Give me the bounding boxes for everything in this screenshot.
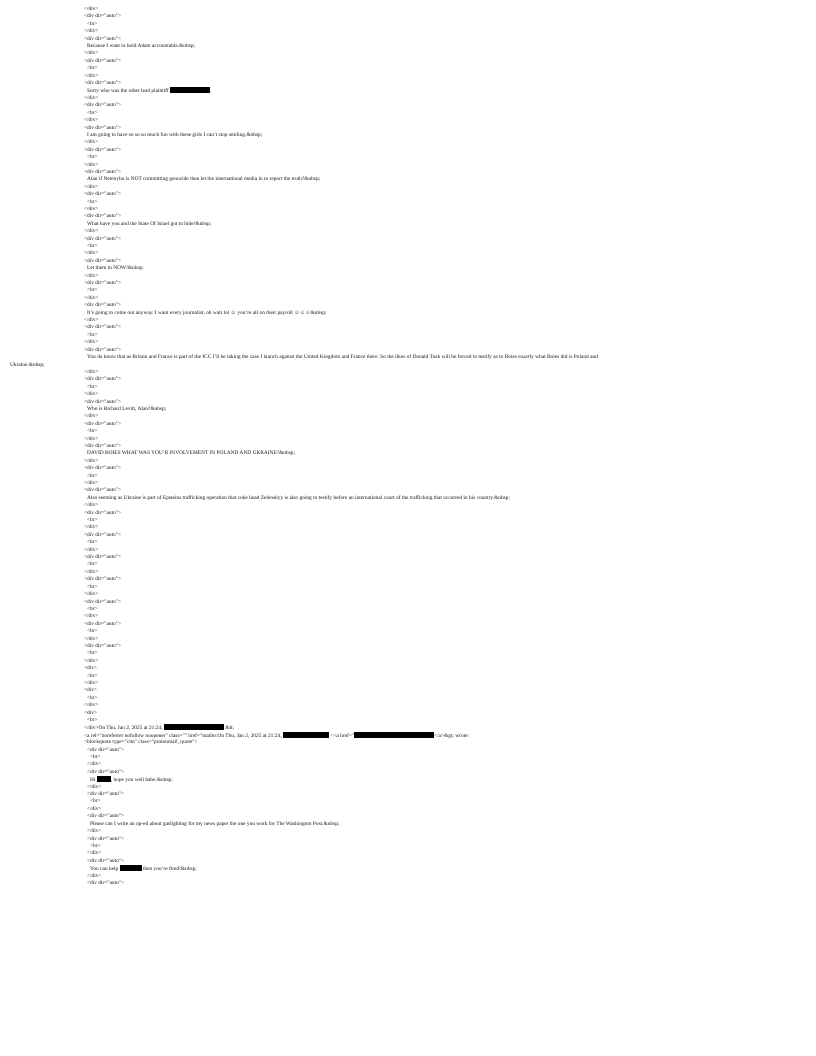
source-line-text: <br> bbox=[87, 154, 98, 161]
source-line bbox=[0, 376, 816, 383]
source-line bbox=[0, 747, 816, 754]
source-line-text: <div dir="auto"> bbox=[84, 442, 122, 449]
source-line bbox=[0, 102, 816, 109]
source-line-text: <div dir="auto"> bbox=[84, 576, 122, 583]
source-line bbox=[0, 858, 816, 865]
source-line-text: </div> bbox=[84, 339, 99, 346]
source-line bbox=[0, 436, 816, 443]
source-line bbox=[0, 243, 816, 250]
source-line-text: </div> bbox=[84, 6, 99, 12]
source-line bbox=[0, 680, 816, 687]
source-line bbox=[0, 665, 816, 672]
source-line bbox=[0, 473, 816, 480]
source-line-text: You do know that as Britain and France is part of the ICC I’ll be taking the case I launch against the United Kingdom and France there. So the likes of Donald Tusk will be forced to testify as to Boies exactly what Boies did is Poland and bbox=[87, 354, 598, 361]
source-line bbox=[0, 539, 816, 546]
source-line bbox=[0, 806, 816, 813]
source-line bbox=[0, 636, 816, 643]
source-line bbox=[0, 413, 816, 420]
source-line bbox=[0, 36, 816, 43]
source-line-text: <div dir="auto"> bbox=[84, 280, 122, 287]
source-line bbox=[0, 865, 816, 872]
source-line-text: <div dir="auto"> bbox=[84, 57, 122, 64]
source-line-text: <br> bbox=[90, 798, 101, 805]
source-line-text: <div dir="auto"> bbox=[84, 531, 122, 538]
source-line-text: </div> bbox=[87, 850, 102, 857]
source-line-text: <div dir="auto"> bbox=[84, 35, 122, 42]
source-line bbox=[0, 761, 816, 768]
source-line bbox=[0, 65, 816, 72]
source-line-text: </div> bbox=[84, 568, 99, 575]
source-line bbox=[0, 6, 816, 13]
source-line bbox=[0, 613, 816, 620]
source-line bbox=[0, 265, 816, 272]
source-line bbox=[0, 784, 816, 791]
source-line-text: <div dir="auto"> bbox=[84, 376, 122, 383]
source-line-text: <div dir="auto"> bbox=[84, 554, 122, 561]
source-line bbox=[0, 310, 816, 317]
source-line bbox=[0, 599, 816, 606]
source-line-text: <div dir="auto"> bbox=[84, 642, 122, 649]
source-line bbox=[0, 228, 816, 235]
source-line-text: Also seeming as Ukraine is part of Epsteins trafficking operation that coke head Zelenskyy is also going to testify before an international court of the trafficking that occurred in his country.&nbsp; bbox=[87, 494, 510, 501]
source-line-text: <br> bbox=[87, 472, 98, 479]
source-line bbox=[0, 406, 816, 413]
source-line-text: </div> bbox=[84, 591, 99, 598]
redaction-bar bbox=[354, 732, 434, 738]
source-line bbox=[0, 280, 816, 287]
source-line-text: </div> bbox=[84, 391, 99, 398]
source-line-text: Who is Richard Levitt, Alan?&nbsp; bbox=[87, 405, 167, 412]
source-line-text: <div dir="auto"> bbox=[84, 487, 122, 494]
source-line bbox=[0, 724, 816, 731]
source-line-text: <div dir="auto"> bbox=[84, 420, 122, 427]
source-line bbox=[0, 117, 816, 124]
source-line-text: <br> bbox=[87, 109, 98, 116]
source-line-text: <br> bbox=[87, 517, 98, 524]
source-line-text: </div> bbox=[84, 702, 99, 709]
source-line-text: <div> bbox=[84, 665, 97, 672]
source-line bbox=[0, 821, 816, 828]
source-line bbox=[0, 547, 816, 554]
source-line bbox=[0, 354, 816, 361]
source-line-text: <br> bbox=[90, 842, 101, 849]
source-line-text: <br> bbox=[87, 583, 98, 590]
source-line-text: <br> bbox=[87, 20, 98, 27]
source-line-text: <div> bbox=[84, 687, 97, 694]
source-line bbox=[0, 28, 816, 35]
source-line-text: <div dir="auto"> bbox=[84, 124, 122, 131]
source-line bbox=[0, 332, 816, 339]
source-line-text: </div> bbox=[87, 783, 102, 790]
source-line bbox=[0, 791, 816, 798]
source-line bbox=[0, 206, 816, 213]
source-line bbox=[0, 487, 816, 494]
source-line-text: <div dir="auto"> bbox=[87, 746, 125, 753]
source-line bbox=[0, 650, 816, 657]
redaction-bar bbox=[170, 87, 210, 93]
source-line bbox=[0, 828, 816, 835]
source-line-text: DAVID BOIES WHAT WAS YOU’R INVOLVEMENT IN POLAND AND UKRAINE?&nbsp; bbox=[87, 450, 295, 457]
source-line-text: I am going to have so so so much fun with these girls I can’t stop smiling.&nbsp; bbox=[87, 131, 263, 138]
source-line-text-after-redaction: , hope you well babe.&nbsp; bbox=[110, 777, 173, 784]
source-line-text: Alan if Netenyhu is NOT committing genocide then let the international media in to report the truth?&nbsp; bbox=[87, 176, 321, 183]
source-line bbox=[0, 13, 816, 20]
source-line bbox=[0, 317, 816, 324]
source-line-text: <div dir="auto"> bbox=[84, 213, 122, 220]
source-line bbox=[0, 384, 816, 391]
redaction-bar bbox=[120, 865, 142, 871]
source-line-text: <div dir="auto"> bbox=[84, 191, 122, 198]
source-line bbox=[0, 502, 816, 509]
source-line bbox=[0, 132, 816, 139]
source-line-text: </div> bbox=[84, 657, 99, 664]
source-line-text: </div> bbox=[84, 413, 99, 420]
source-line-text: <div dir="auto"> bbox=[84, 13, 122, 20]
source-line-text: <div dir="auto"> bbox=[84, 465, 122, 472]
source-line-text: </div> bbox=[87, 805, 102, 812]
source-line bbox=[0, 710, 816, 717]
source-line-text: <div dir="auto"> bbox=[84, 346, 122, 353]
source-line-text: Let them in NOW!&nbsp; bbox=[87, 265, 144, 272]
source-line-text-after-redaction: . bbox=[210, 88, 212, 95]
source-line-text: </div> bbox=[84, 272, 99, 279]
source-line bbox=[0, 125, 816, 132]
redaction-bar bbox=[97, 776, 111, 782]
source-line-text: </div> bbox=[84, 205, 99, 212]
source-line-text: </div> bbox=[84, 50, 99, 57]
source-line bbox=[0, 739, 816, 746]
source-line-text: <br> bbox=[87, 539, 98, 546]
source-line bbox=[0, 702, 816, 709]
source-line bbox=[0, 532, 816, 539]
source-line bbox=[0, 95, 816, 102]
source-line bbox=[0, 139, 816, 146]
source-line bbox=[0, 495, 816, 502]
source-line-text: <br> bbox=[87, 383, 98, 390]
source-line bbox=[0, 58, 816, 65]
source-line-text: </div> bbox=[84, 117, 99, 124]
source-line-text: What have you and the State Of Israel got to hide!&nbsp; bbox=[87, 220, 212, 227]
source-line-text: Ukraine.&nbsp; bbox=[10, 361, 45, 368]
source-line bbox=[0, 769, 816, 776]
html-source-document bbox=[0, 6, 816, 887]
source-line bbox=[0, 324, 816, 331]
source-line-text: <br> bbox=[90, 754, 101, 761]
source-line-text: </div> bbox=[84, 161, 99, 168]
source-line-text: </div> bbox=[87, 761, 102, 768]
source-line bbox=[0, 776, 816, 783]
source-line-text: <div dir="auto"> bbox=[84, 302, 122, 309]
source-line bbox=[0, 798, 816, 805]
source-line bbox=[0, 191, 816, 198]
source-line bbox=[0, 347, 816, 354]
source-line-text: <div dir="auto"> bbox=[84, 146, 122, 153]
source-line bbox=[0, 21, 816, 28]
source-line-text: </div> bbox=[84, 28, 99, 35]
source-line-text: <br> bbox=[87, 605, 98, 612]
source-line-text: <div dir="auto"> bbox=[84, 257, 122, 264]
source-line bbox=[0, 176, 816, 183]
source-line-text: <br> bbox=[87, 717, 98, 723]
source-line bbox=[0, 362, 816, 369]
source-line-text: Sorry who was the other lead plaintiff bbox=[87, 88, 170, 95]
source-line-text: </div> bbox=[84, 228, 99, 235]
source-line-text: </div> bbox=[84, 679, 99, 686]
source-line-text-after-redaction: then you’re fired!&nbsp; bbox=[141, 866, 197, 873]
source-line bbox=[0, 213, 816, 220]
source-line-text: <br> bbox=[87, 331, 98, 338]
source-line bbox=[0, 428, 816, 435]
source-line-text: </div> bbox=[87, 828, 102, 835]
source-line bbox=[0, 50, 816, 57]
source-line bbox=[0, 717, 816, 724]
source-line-text: <div dir="auto"> bbox=[84, 235, 122, 242]
source-line bbox=[0, 754, 816, 761]
source-line-text: </div> bbox=[84, 72, 99, 79]
source-line-text: </div> bbox=[84, 94, 99, 101]
source-line bbox=[0, 569, 816, 576]
source-line bbox=[0, 643, 816, 650]
source-line bbox=[0, 80, 816, 87]
source-line-text: <br> bbox=[87, 287, 98, 294]
source-line-text: <div dir="auto"> bbox=[84, 324, 122, 331]
source-line-text: </div> bbox=[84, 183, 99, 190]
source-line-text: </div> bbox=[84, 139, 99, 146]
source-line-text: <div dir="auto"> bbox=[84, 80, 122, 87]
source-line bbox=[0, 87, 816, 94]
source-line bbox=[0, 576, 816, 583]
source-line bbox=[0, 880, 816, 887]
source-line bbox=[0, 628, 816, 635]
source-line-text: <div dir="auto"> bbox=[84, 168, 122, 175]
source-line bbox=[0, 658, 816, 665]
source-line-text: Hi bbox=[90, 777, 97, 784]
source-line bbox=[0, 554, 816, 561]
source-line bbox=[0, 591, 816, 598]
source-line bbox=[0, 873, 816, 880]
source-line-text: Because I want to hold Adam accountable.&nbsp; bbox=[87, 43, 195, 50]
source-line bbox=[0, 517, 816, 524]
source-line bbox=[0, 154, 816, 161]
source-line-text: <div dir="auto"> bbox=[84, 398, 122, 405]
source-line bbox=[0, 287, 816, 294]
source-line bbox=[0, 43, 816, 50]
source-line-text: It’s going to come out anyway. I want every journalist, oh wait lol ☺ you’re all on their payroll ☺☺☺&nbsp; bbox=[87, 309, 327, 316]
source-line-text: </div> bbox=[84, 480, 99, 486]
source-line bbox=[0, 836, 816, 843]
source-line-text: </div> bbox=[84, 435, 99, 442]
source-line-text: <br> bbox=[87, 628, 98, 635]
source-line-text: <br> bbox=[87, 672, 98, 679]
source-line bbox=[0, 443, 816, 450]
source-line-text: </div> bbox=[84, 317, 99, 324]
source-line-text: You can help bbox=[90, 866, 120, 873]
source-line-text: <div dir="auto"> bbox=[87, 857, 125, 864]
source-line-text: <div dir="auto"> bbox=[87, 791, 125, 798]
source-line-text: Please can I write an op-ed about gaslighting for my news paper the one you work for The Washington Post.&nbsp; bbox=[90, 820, 340, 827]
source-line-text: <div dir="auto"> bbox=[87, 813, 125, 820]
source-line bbox=[0, 236, 816, 243]
source-line bbox=[0, 673, 816, 680]
source-line bbox=[0, 450, 816, 457]
source-line bbox=[0, 524, 816, 531]
source-line-text: <div> bbox=[84, 709, 97, 716]
source-line-text: <div dir="auto"> bbox=[84, 102, 122, 109]
source-line-text: </div> bbox=[84, 635, 99, 642]
source-line bbox=[0, 147, 816, 154]
source-line-text: <div dir="auto"> bbox=[87, 879, 125, 886]
source-line bbox=[0, 250, 816, 257]
source-line-text: <br> bbox=[87, 428, 98, 435]
source-line-text: </div> bbox=[84, 613, 99, 620]
source-line-text: <a rel="noreferrer nofollow noopener" class="" href="mailto:On Thu, Jan 2, 2025 at 21:24, bbox=[84, 732, 283, 739]
source-line bbox=[0, 399, 816, 406]
source-line bbox=[0, 687, 816, 694]
source-line-text: </div> bbox=[84, 250, 99, 257]
source-line-text: </div>On Thu, Jan 2, 2025 at 21:24, bbox=[84, 725, 164, 732]
source-line-text: <br> bbox=[87, 65, 98, 72]
source-line bbox=[0, 850, 816, 857]
source-line bbox=[0, 110, 816, 117]
source-line bbox=[0, 273, 816, 280]
source-line-text: <div dir="auto"> bbox=[87, 835, 125, 842]
source-line-text: <br> bbox=[87, 243, 98, 249]
source-line bbox=[0, 813, 816, 820]
source-line bbox=[0, 695, 816, 702]
source-line bbox=[0, 561, 816, 568]
source-line-text: </div> bbox=[84, 546, 99, 553]
source-line bbox=[0, 732, 816, 739]
source-line bbox=[0, 73, 816, 80]
source-line bbox=[0, 221, 816, 228]
source-line-text-after-redaction: &lt; bbox=[223, 725, 234, 732]
source-line bbox=[0, 162, 816, 169]
source-line-text-after-redaction: <<a href=" bbox=[328, 732, 355, 739]
source-line-text: </div> bbox=[84, 294, 99, 301]
source-line bbox=[0, 421, 816, 428]
source-line bbox=[0, 621, 816, 628]
source-line bbox=[0, 295, 816, 302]
source-line-text-after-redaction: </a>&gt; wrote: bbox=[434, 732, 470, 739]
source-line-text: <br> bbox=[87, 561, 98, 568]
source-line-text: </div> bbox=[84, 368, 99, 375]
source-line-text: <br> bbox=[87, 694, 98, 701]
redaction-bar bbox=[164, 724, 224, 730]
source-line bbox=[0, 584, 816, 591]
source-line-text: <br> bbox=[87, 198, 98, 205]
source-line bbox=[0, 199, 816, 206]
source-line-text: </div> bbox=[87, 872, 102, 879]
source-line-text: <div dir="auto"> bbox=[84, 598, 122, 605]
source-line bbox=[0, 258, 816, 265]
source-line bbox=[0, 458, 816, 465]
source-line-text: <div dir="auto"> bbox=[87, 768, 125, 775]
source-line-text: </div> bbox=[84, 524, 99, 531]
source-line bbox=[0, 369, 816, 376]
source-line-text: </div> bbox=[84, 457, 99, 464]
source-line-text: <div dir="auto"> bbox=[84, 509, 122, 516]
source-line-text: <br> bbox=[87, 650, 98, 657]
source-line bbox=[0, 184, 816, 191]
redaction-bar bbox=[283, 732, 329, 738]
source-line-text: </div> bbox=[84, 502, 99, 509]
source-line bbox=[0, 510, 816, 517]
source-line-text: <div dir="auto"> bbox=[84, 620, 122, 627]
source-line bbox=[0, 480, 816, 487]
source-line bbox=[0, 391, 816, 398]
source-line bbox=[0, 302, 816, 309]
source-line bbox=[0, 606, 816, 613]
source-line bbox=[0, 339, 816, 346]
source-line bbox=[0, 843, 816, 850]
source-line bbox=[0, 465, 816, 472]
source-line-text: <blockquote type="cite" class="protonmail_quote"> bbox=[84, 739, 198, 746]
